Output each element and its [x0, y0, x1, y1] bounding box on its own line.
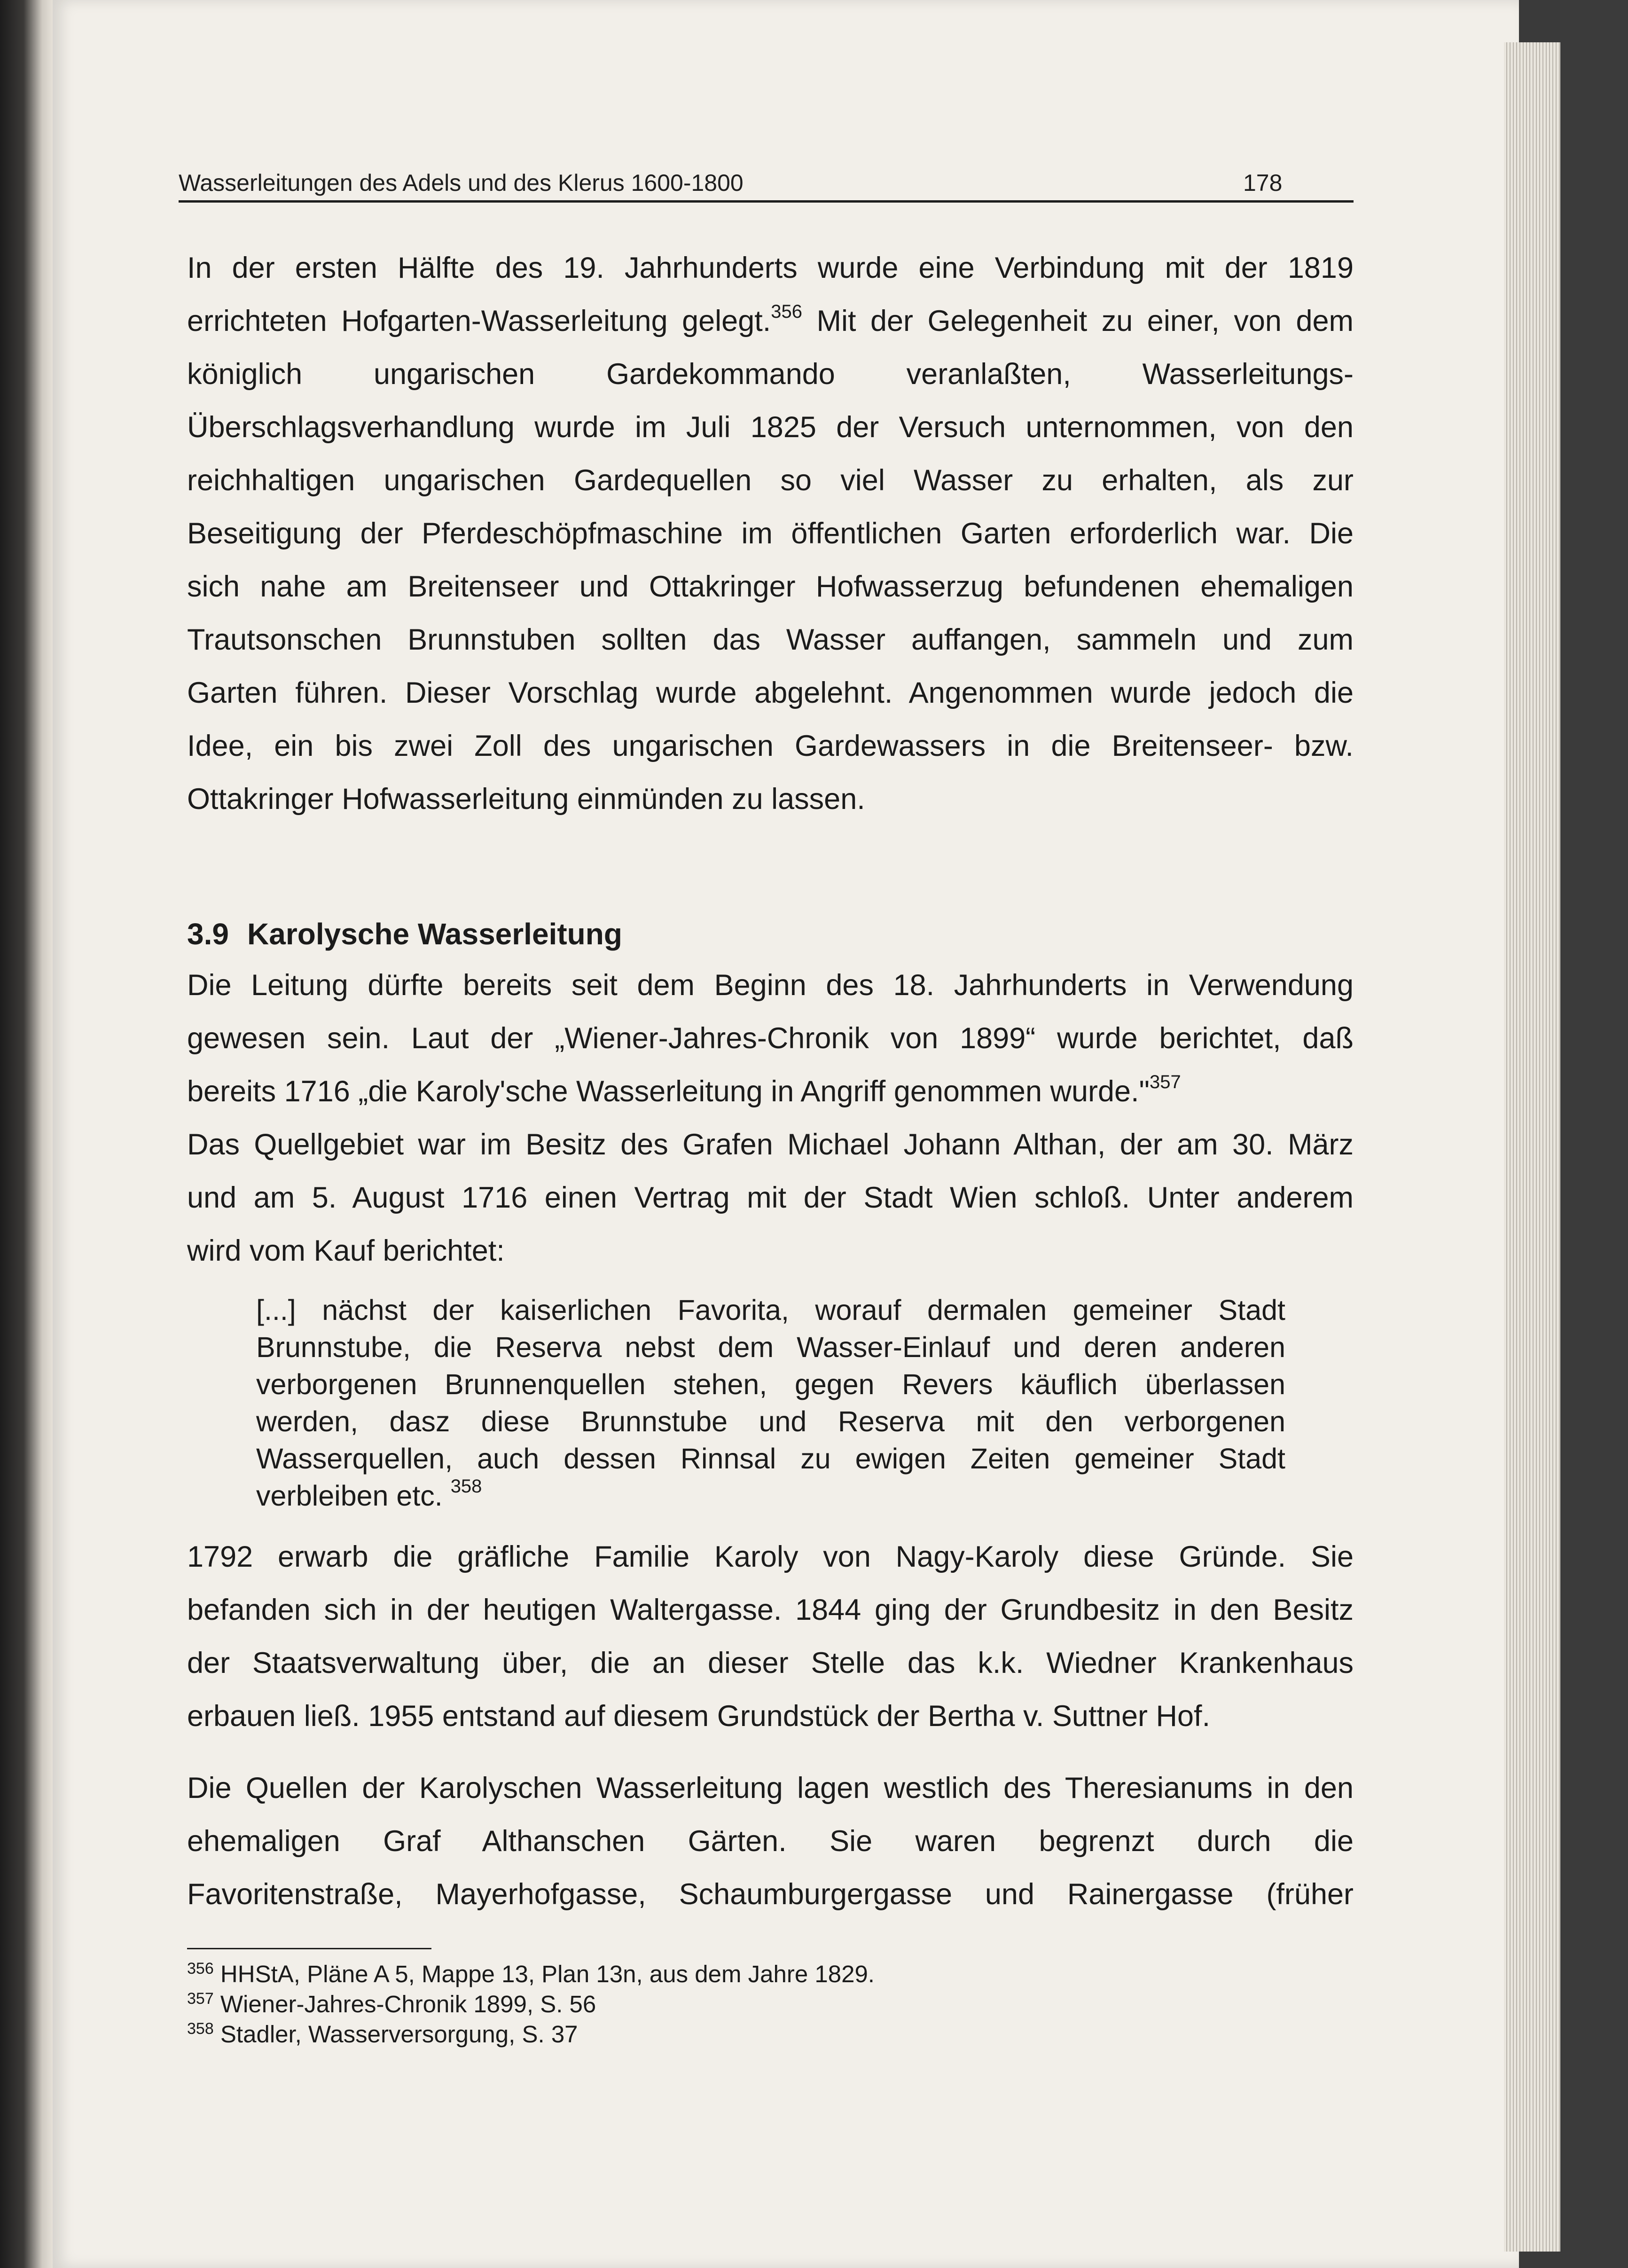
- running-header-title: Wasserleitungen des Adels und des Klerus 1600-1800: [179, 170, 744, 196]
- footnotes: [187, 1959, 875, 2049]
- text-line: Die Leitung dürfte bereits seit dem Beginn des 18. Jahrhunderts in Verwendung: [187, 969, 1354, 1002]
- text-line: gewesen sein. Laut der „Wiener-Jahres-Chronik von 1899“ wurde berichtet, daß: [187, 1022, 1354, 1055]
- footnote-358: $^{358}$ Stadler, Wasserversorgung, S. 37: [187, 2020, 578, 2048]
- text-line: ehemaligen Graf Althanschen Gärten. Sie waren begrenzt durch die: [187, 1825, 1354, 1858]
- text-line: erbauen ließ. 1955 entstand auf diesem Grundstück der Bertha v. Suttner Hof.: [187, 1700, 1211, 1733]
- left-page-edge: [0, 0, 53, 2268]
- footnote-357: $^{357}$ Wiener-Jahres-Chronik 1899, S. 56: [187, 1990, 596, 2017]
- text-line: Trautsonschen Brunnstuben sollten das Wasser auffangen, sammeln und zum: [187, 623, 1354, 656]
- background-right: [1560, 0, 1628, 2268]
- text-line: errichteten Hofgarten-Wasserleitung gelegt.$^{356}$ Mit der Gelegenheit zu einer, von dem: [187, 301, 1354, 337]
- quote-line: werden, dasz diese Brunnstube und Reserva mit den verborgenen: [256, 1405, 1285, 1437]
- text-line: Beseitigung der Pferdeschöpfmaschine im öffentlichen Garten erforderlich war. Die: [187, 517, 1354, 550]
- quote-line: verborgenen Brunnenquellen stehen, gegen Revers käuflich überlassen: [256, 1368, 1285, 1400]
- paragraph-1: [187, 242, 1354, 826]
- paragraph-4: [187, 1762, 1354, 1921]
- text-line: Favoritenstraße, Mayerhofgasse, Schaumburgergasse und Rainergasse (früher: [187, 1878, 1354, 1911]
- quote-line: Wasserquellen, auch dessen Rinnsal zu ewigen Zeiten gemeiner Stadt: [256, 1443, 1285, 1475]
- page-number: 178: [1243, 170, 1283, 196]
- footnote-ref-357: 357: [1149, 1072, 1181, 1092]
- paragraph-3: [187, 1530, 1354, 1743]
- text-line: befanden sich in der heutigen Waltergasse. 1844 ging der Grundbesitz in den Besitz: [187, 1593, 1354, 1626]
- text-line: bereits 1716 „die Karoly'sche Wasserleitung in Angriff genommen wurde."$^{357}$: [187, 1072, 1181, 1108]
- footnote-ref-356: 356: [771, 301, 803, 322]
- section-heading: [187, 917, 622, 951]
- text-line: 1792 erwarb die gräfliche Familie Karoly von Nagy-Karoly diese Gründe. Sie: [187, 1540, 1354, 1573]
- quote-line: [...] nächst der kaiserlichen Favorita, worauf dermalen gemeiner Stadt: [256, 1294, 1285, 1326]
- text-line: königlich ungarischen Gardekommando veranlaßten, Wasserleitungs-: [187, 358, 1354, 391]
- section-title: Karolysche Wasserleitung: [247, 917, 622, 951]
- text-line: Idee, ein bis zwei Zoll des ungarischen Gardewassers in die Breitenseer- bzw.: [187, 730, 1354, 762]
- page-stack-edge: [1504, 42, 1560, 2252]
- running-header: [179, 165, 1354, 203]
- text-line: und am 5. August 1716 einen Vertrag mit der Stadt Wien schloß. Unter anderem: [187, 1181, 1354, 1214]
- section-number: 3.9: [187, 917, 229, 951]
- block-quote: [256, 1292, 1285, 1515]
- text-line: Die Quellen der Karolyschen Wasserleitung lagen westlich des Theresianums in den: [187, 1772, 1354, 1805]
- paragraph-2: [187, 959, 1354, 1278]
- text-line: der Staatsverwaltung über, die an dieser Stelle das k.k. Wiedner Krankenhaus: [187, 1647, 1354, 1679]
- text-line: Überschlagsverhandlung wurde im Juli 1825 der Versuch unternommen, von den: [187, 411, 1354, 444]
- quote-line: Brunnstube, die Reserva nebst dem Wasser-Einlauf und deren anderen: [256, 1331, 1285, 1363]
- text-line: reichhaltigen ungarischen Gardequellen so viel Wasser zu erhalten, als zur: [187, 464, 1354, 497]
- text-line: Ottakringer Hofwasserleitung einmünden zu lassen.: [187, 783, 865, 816]
- text-line: wird vom Kauf berichtet:: [187, 1234, 505, 1267]
- text-line: Garten führen. Dieser Vorschlag wurde abgelehnt. Angenommen wurde jedoch die: [187, 676, 1354, 709]
- text-line: Das Quellgebiet war im Besitz des Grafen Michael Johann Althan, der am 30. März: [187, 1128, 1354, 1161]
- text-line: sich nahe am Breitenseer und Ottakringer Hofwasserzug befundenen ehemaligen: [187, 570, 1354, 603]
- footnote-ref-358: 358: [450, 1476, 482, 1497]
- quote-line: verbleiben etc. $^{358}$: [256, 1476, 482, 1512]
- footnote-356: $^{356}$ HHStA, Pläne A 5, Mappe 13, Plan 13n, aus dem Jahre 1829.: [187, 1960, 875, 1987]
- footnote-separator: [187, 1948, 431, 1949]
- text-line: In der ersten Hälfte des 19. Jahrhunderts wurde eine Verbindung mit der 1819: [187, 251, 1354, 284]
